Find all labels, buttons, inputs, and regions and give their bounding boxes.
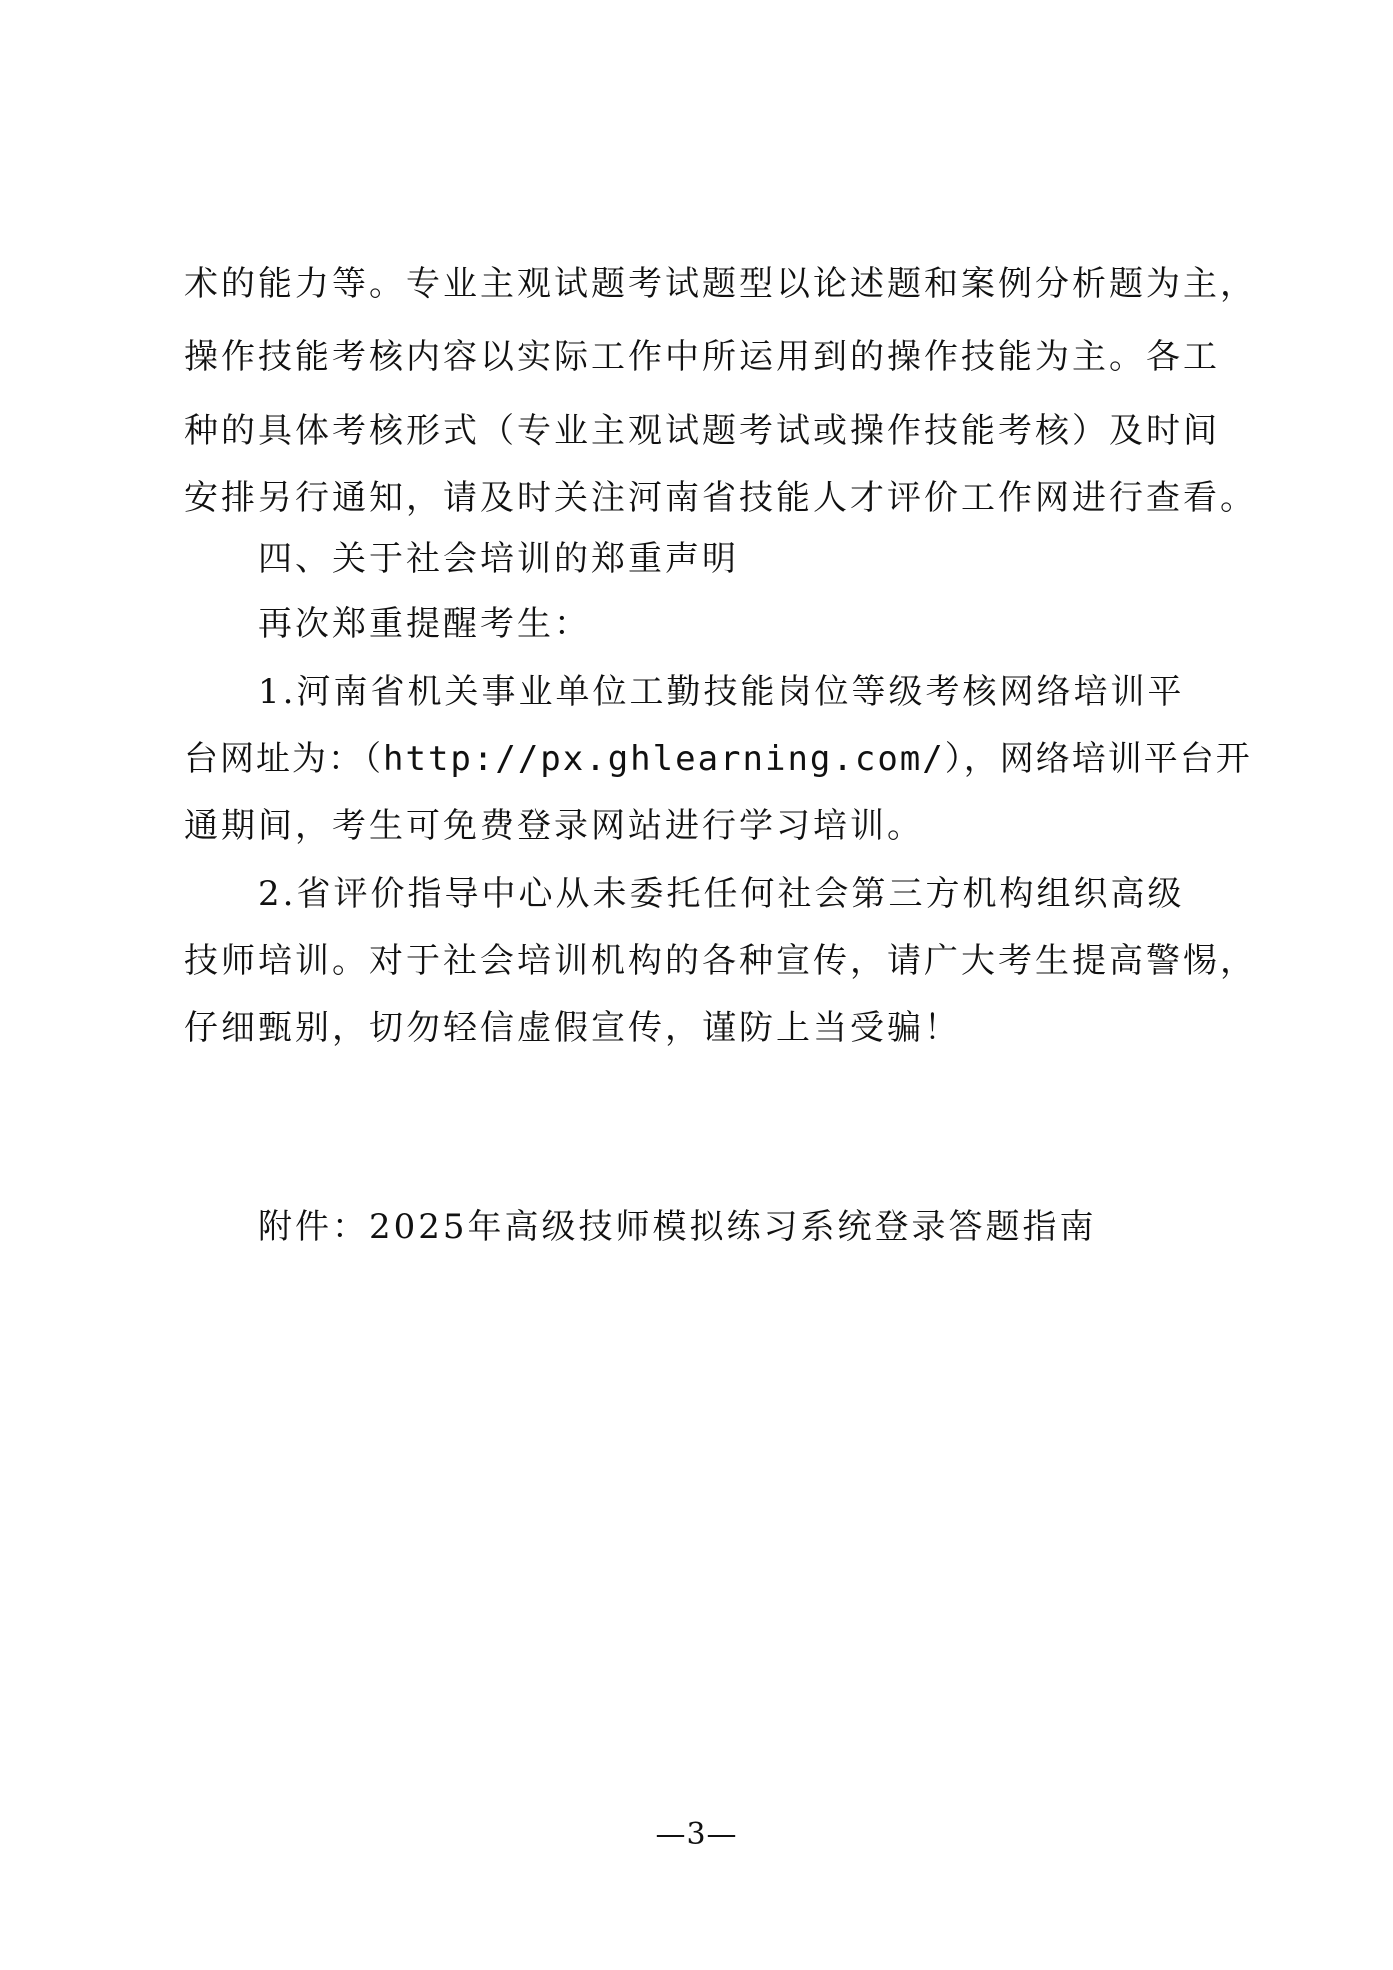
list-item-line: 技师培训。对于社会培训机构的各种宣传，请广大考生提高警惕， xyxy=(184,941,1257,981)
list-item-line: 1.河南省机关事业单位工勤技能岗位等级考核网络培训平 xyxy=(258,672,1185,712)
paragraph-line: 操作技能考核内容以实际工作中所运用到的操作技能为主。各工 xyxy=(184,337,1220,377)
list-item-line: 通期间，考生可免费登录网站进行学习培训。 xyxy=(184,806,924,846)
list-item-line: 2.省评价指导中心从未委托任何社会第三方机构组织高级 xyxy=(258,874,1185,914)
paragraph-line: 安排另行通知，请及时关注河南省技能人才评价工作网进行查看。 xyxy=(184,478,1257,518)
paragraph-line: 种的具体考核形式（专业主观试题考试或操作技能考核）及时间 xyxy=(184,411,1220,451)
paragraph-line: 术的能力等。专业主观试题考试题型以论述题和案例分析题为主， xyxy=(184,264,1257,304)
section-heading: 四、关于社会培训的郑重声明 xyxy=(258,539,739,579)
section-intro: 再次郑重提醒考生： xyxy=(258,604,591,644)
list-item-line: 仔细甄别，切勿轻信虚假宣传，谨防上当受骗！ xyxy=(184,1008,961,1048)
attachment-note: 附件：2025年高级技师模拟练习系统登录答题指南 xyxy=(258,1207,1097,1247)
list-item-url-line: 台网址为：（http://px.ghlearning.com/），网络培训平台开 xyxy=(184,739,1252,779)
page-number: —3— xyxy=(655,1817,738,1852)
